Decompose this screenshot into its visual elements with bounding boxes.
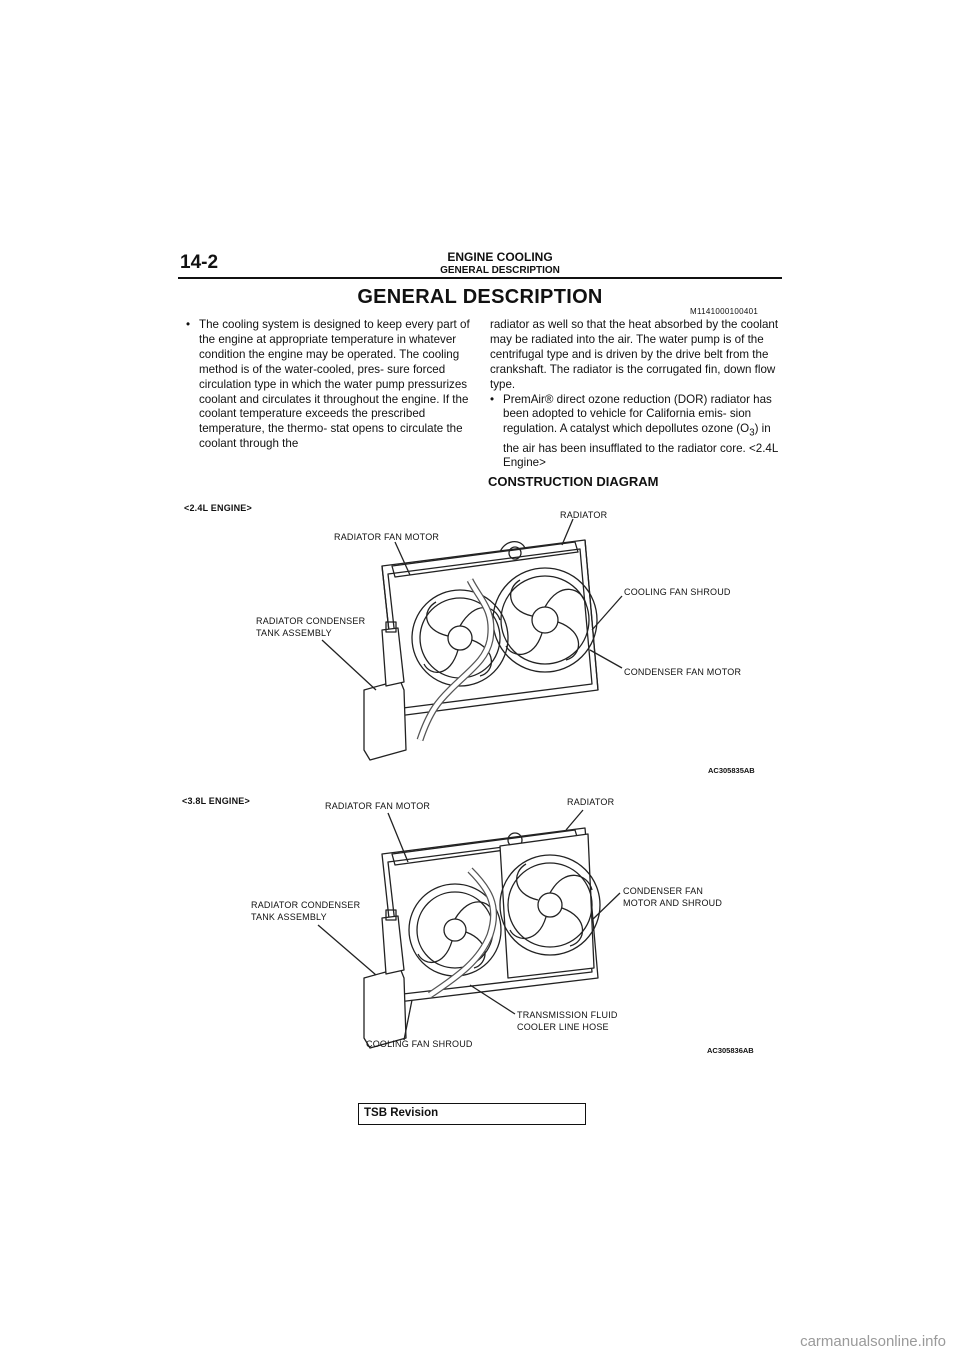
label-cooling-fan-shroud: COOLING FAN SHROUD xyxy=(366,1039,473,1049)
figure-id-2: AC305836AB xyxy=(707,1046,754,1055)
engine-label-2-4l: <2.4L ENGINE> xyxy=(184,503,252,513)
label-condenser-tank-line1: RADIATOR CONDENSER xyxy=(251,900,361,910)
bullet-icon: • xyxy=(186,318,191,331)
label-condenser-fan-motor: CONDENSER FAN MOTOR xyxy=(624,667,742,677)
construction-diagram-title: CONSTRUCTION DIAGRAM xyxy=(488,474,659,489)
label-radiator-fan-motor: RADIATOR FAN MOTOR xyxy=(334,532,440,542)
bullet-text-part: ) in the air has been insufflated to the radiator core. <2.4L Engine> xyxy=(503,422,778,470)
label-condenser-tank-line2: TANK ASSEMBLY xyxy=(251,912,327,922)
document-id: M1141000100401 xyxy=(690,307,759,316)
tsb-revision-box xyxy=(358,1103,586,1125)
chapter-subtitle: GENERAL DESCRIPTION xyxy=(440,265,560,276)
label-radiator: RADIATOR xyxy=(567,797,615,807)
figure-id-1: AC305835AB xyxy=(708,766,755,775)
label-cooling-fan-shroud: COOLING FAN SHROUD xyxy=(624,587,731,597)
bullet-icon: • xyxy=(490,392,495,406)
subscript: 3 xyxy=(749,427,755,439)
label-condenser-fan-line1: CONDENSER FAN xyxy=(623,886,704,896)
label-radiator: RADIATOR xyxy=(560,510,608,520)
bullet-text: The cooling system is designed to keep every part of the engine at appropriate temperature in whatever condition the engine may be operated. The cooling method is of the water-cooled, pres- sure forced circulation type in which the water pump pressurizes coolant and circulates it throughout the engine. If the coolant temperature exceeds the prescribed temperature, the thermo- stat opens to circulate the coolant through the xyxy=(199,318,470,451)
label-radiator-fan-motor: RADIATOR FAN MOTOR xyxy=(325,801,431,811)
label-condenser-tank-line2: TANK ASSEMBLY xyxy=(256,628,332,638)
tsb-revision-label: TSB Revision xyxy=(364,1107,439,1119)
chapter-title: ENGINE COOLING xyxy=(447,250,553,264)
engine-label-3-8l: <3.8L ENGINE> xyxy=(182,796,250,806)
section-title: GENERAL DESCRIPTION xyxy=(357,286,603,308)
paragraph-continuation: radiator as well so that the heat absorbed by the coolant may be radiated into the air. The water pump is of the centrifugal type and is driven by the drive belt from the crankshaft. The radiator is the corrugated fin, down flow type. xyxy=(490,318,779,391)
watermark: carmanualsonline.info xyxy=(800,1333,946,1350)
bullet-text-part: PremAir® direct ozone reduction (DOR) radiator has been adopted to vehicle for California emis- sion regulation. A catalyst which depollutes ozone (O xyxy=(503,392,772,436)
label-condenser-fan-line2: MOTOR AND SHROUD xyxy=(623,898,723,908)
page-number: 14-2 xyxy=(180,252,219,273)
label-condenser-tank-line1: RADIATOR CONDENSER xyxy=(256,616,366,626)
label-transmission-hose-line2: COOLER LINE HOSE xyxy=(517,1022,609,1032)
label-transmission-hose-line1: TRANSMISSION FLUID xyxy=(517,1010,618,1020)
radiator-assembly-2-4l-illustration xyxy=(364,540,598,760)
